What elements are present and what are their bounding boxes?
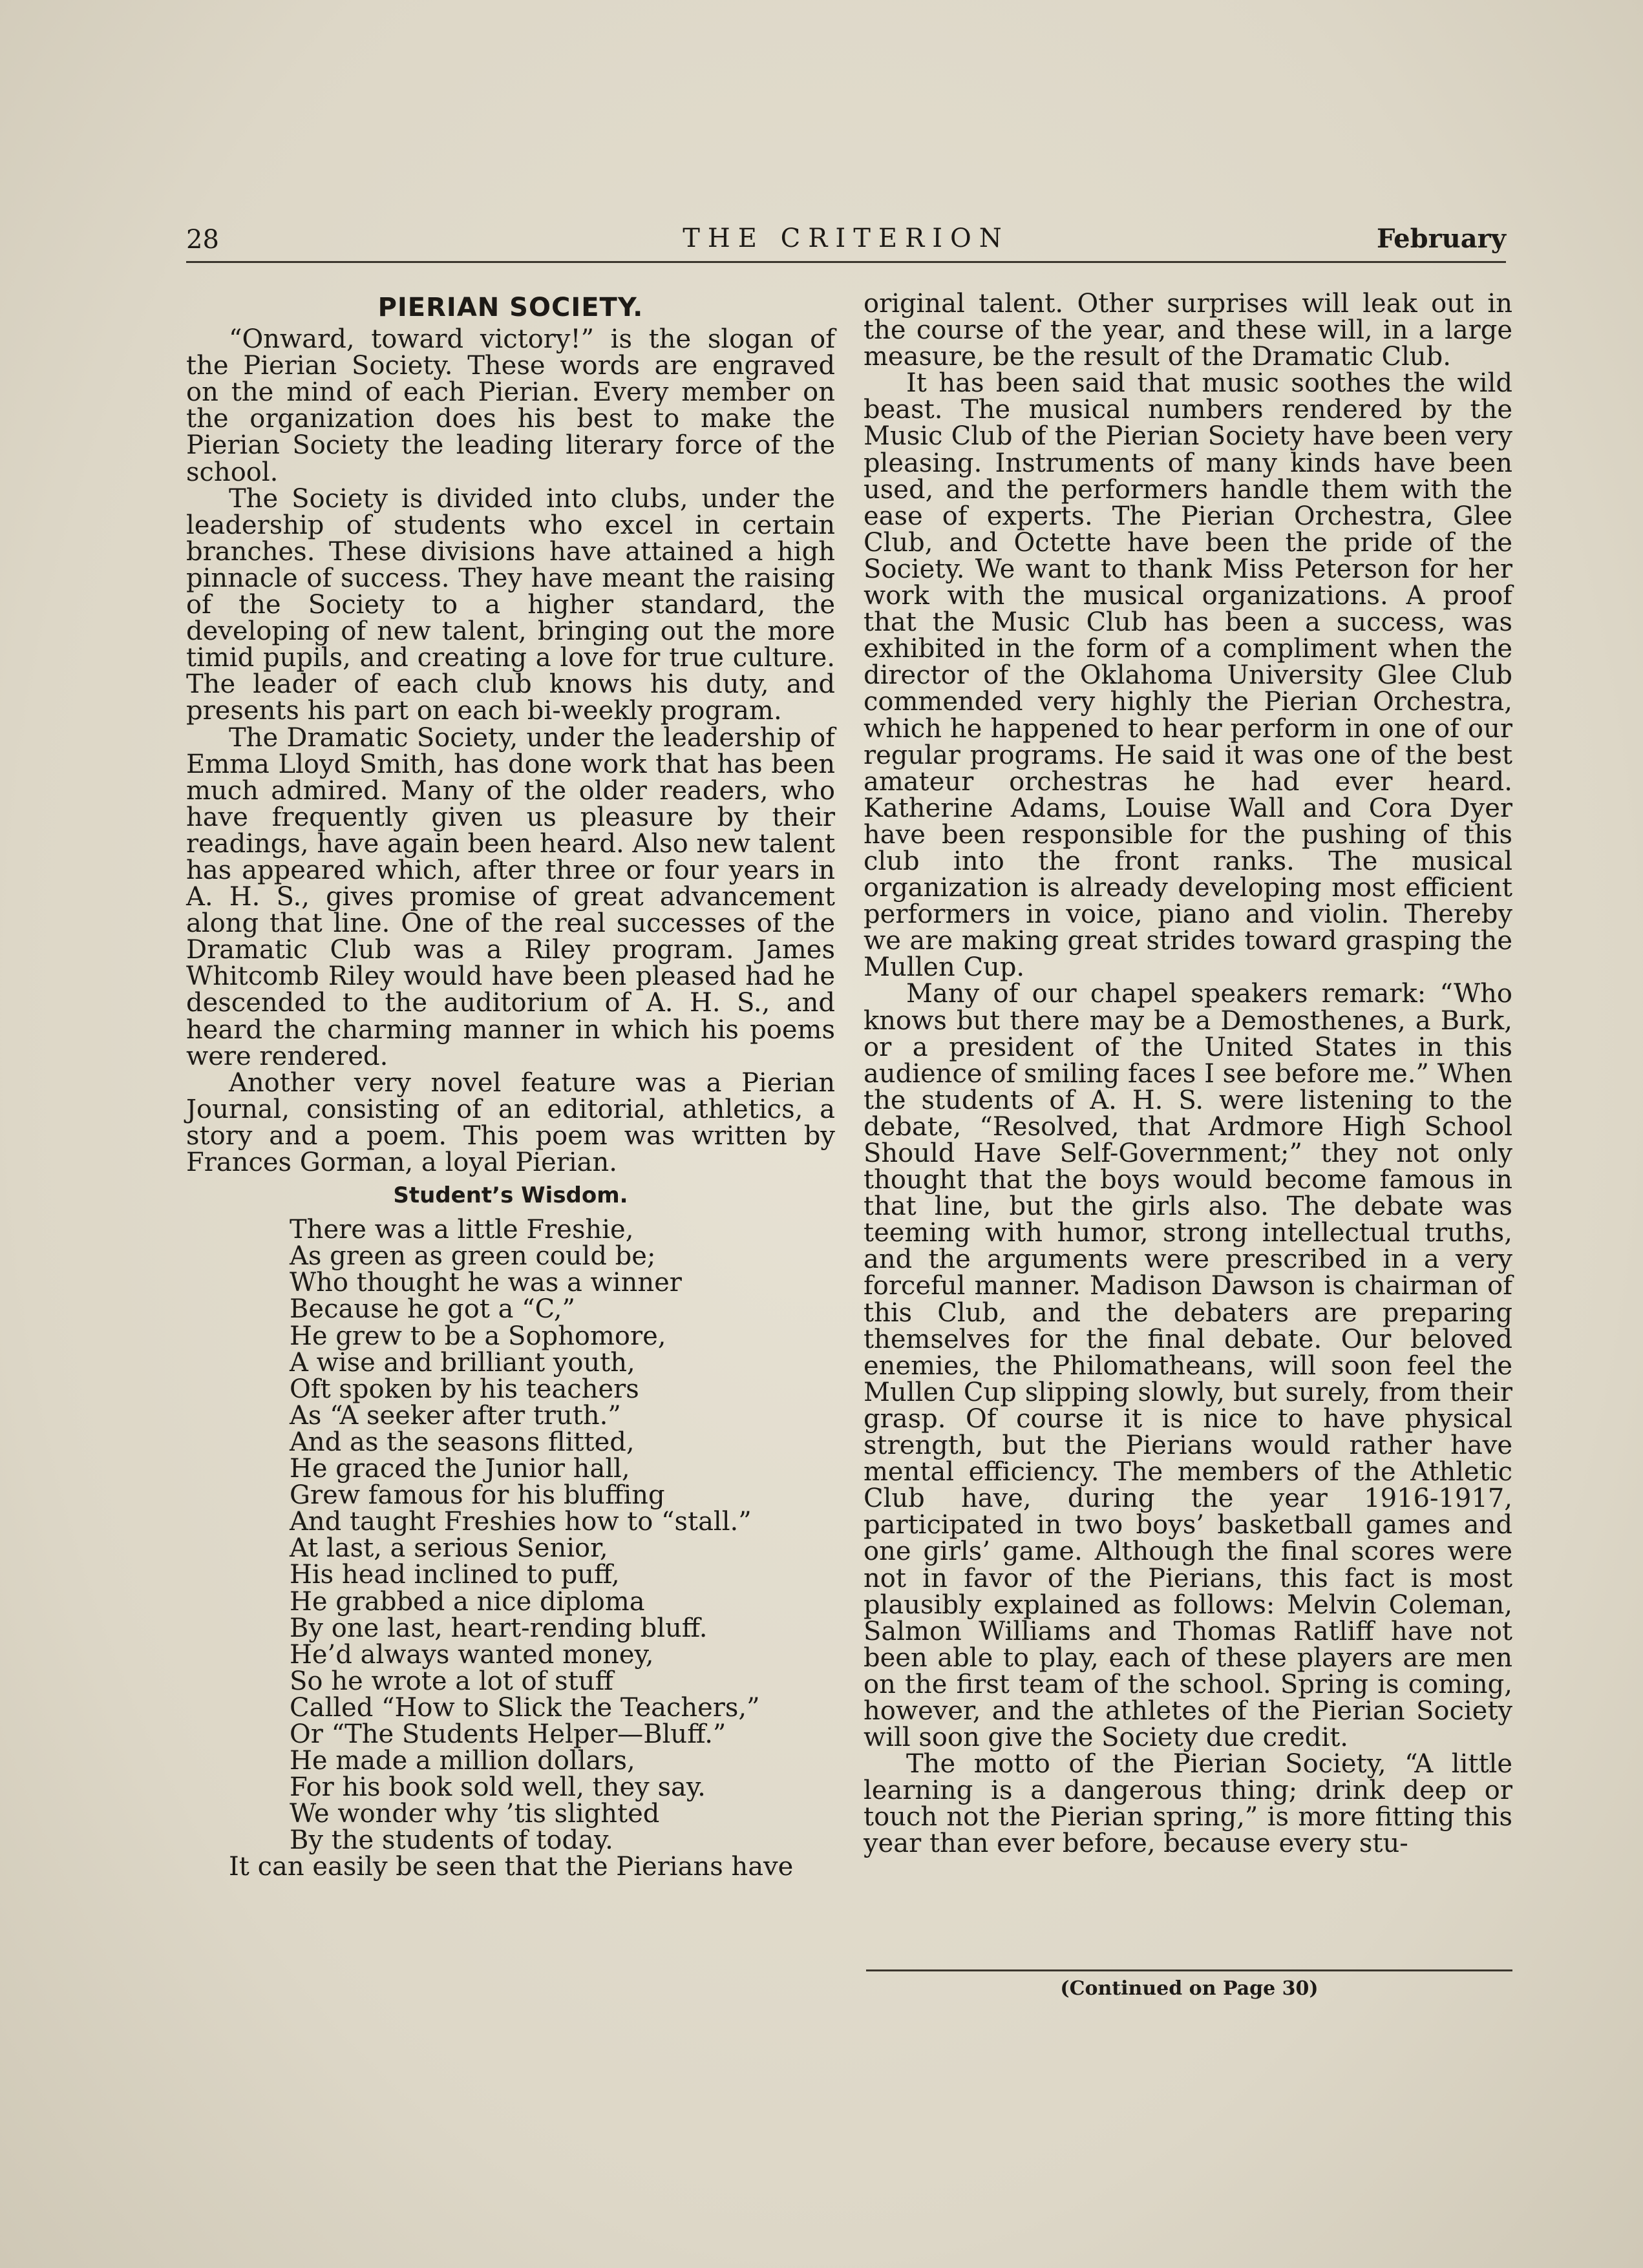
running-header — [186, 221, 1506, 263]
paragraph: original talent. Other surprises will leak out in the course of the year, and these will, in a large measure, be the result of the Dramatic Club. — [864, 289, 1512, 372]
left-column — [186, 291, 835, 1881]
poem-line: He’d always wanted money, — [290, 1639, 654, 1670]
poem-line: He grew to be a Sophomore, — [290, 1321, 666, 1351]
paragraph: Another very novel feature was a Pierian Journal, consisting of an editorial, athletics, a story and a poem. This poem was written by Frances Gorman, a loyal Pierian. — [186, 1067, 835, 1177]
poem-line: As “A seeker after truth.” — [290, 1400, 621, 1431]
poem-line: Because he got a “C,” — [290, 1294, 575, 1325]
poem-line: He graced the Junior hall, — [290, 1454, 630, 1484]
poem-line: At last, a serious Senior, — [290, 1533, 608, 1564]
poem-line: Oft spoken by his teachers — [290, 1374, 639, 1404]
paragraph: The Dramatic Society, under the leadership of Emma Lloyd Smith, has done work that has been much admired. Many of the older readers, who have frequently given us pleasure by their readings, have again been heard. Also new talent has appeared which, after three or four years in A. H. S., gives promise of great advancement along that line. One of the real successes of the Dramatic Club was a Riley program. James Whitcomb Riley would have been pleased had he descended to the auditorium of A. H. S., and heard the charming manner in which his poems were rendered. — [186, 722, 836, 1071]
closing-line: It can easily be seen that the Pierians have — [229, 1852, 794, 1882]
poem-line: We wonder why ’tis slighted — [290, 1799, 660, 1829]
publication-title: THE CRITERION — [683, 224, 1010, 253]
footer-rule — [866, 1969, 1512, 1971]
poem-line: By the students of today. — [290, 1825, 613, 1856]
poem-line: Grew famous for his bluffing — [290, 1480, 665, 1511]
poem-line: For his book sold well, they say. — [290, 1772, 706, 1803]
poem-line: Or “The Students Helper—Bluff.” — [290, 1719, 726, 1749]
paragraph: The motto of the Pierian Society, “A little learning is a dangerous thing; drink deep or touch not the Pierian spring,” is more fitting this year than ever before, because every stu- — [864, 1749, 1512, 1859]
poem-line: And taught Freshies how to “stall.” — [290, 1507, 752, 1537]
poem-line: He made a million dollars, — [290, 1746, 635, 1776]
poem-line: His head inclined to puff, — [290, 1560, 620, 1590]
poem-line: Called “How to Slick the Teachers,” — [290, 1692, 760, 1723]
paragraph: “Onward, toward victory!” is the slogan of the Pierian Society. These words are engraved on the mind of each Pierian. Every member on the organization does his best to make the Pierian Society the leading literary force of the school. — [186, 324, 835, 487]
poem-line: And as the seasons flitted, — [290, 1427, 635, 1457]
poem — [290, 1217, 835, 1854]
poem-line: As green as green could be; — [290, 1241, 656, 1272]
poem-line: There was a little Freshie, — [290, 1215, 634, 1245]
poem-line: So he wrote a lot of stuff — [290, 1666, 613, 1696]
paragraph: The Society is divided into clubs, under the leadership of students who excel in certain branches. These divisions have attained a high pinnacle of success. They have meant the raising of the Society to a higher standard, the developing of new talent, bringing out the more timid pupils, and creating a love for true culture. The leader of each club knows his duty, and presents his part on each bi-weekly program. — [186, 483, 835, 726]
poem-line: By one last, heart-rending bluff. — [290, 1613, 708, 1643]
paragraph: Many of our chapel speakers remark: “Who knows but there may be a Demosthenes, a Burk, or a president of the United States in this audience of smiling faces I see before me.” When the students of A. H. S. were listening to the debate, “Resolved, that Ardmore High School Should Have Self-Government;” they not only thought that the boys would become famous in that line, but the girls also. The debate was teeming with humor, strong intellectual truths, and the arguments were prescribed in a very forceful manner. Madison Dawson is chairman of this Club, and the debaters are preparing themselves for the final debate. Our beloved enemies, the Philomatheans, will soon feel the Mullen Cup slipping slowly, but surely, from their grasp. Of course it is nice to have physical strength, but the Pierians would rather have mental efficiency. The members of the Athletic Club have, during the year 1916-1917, participated in two boys’ basketball games and one girls’ game. Although the final scores were not in favor of the Pierians, this fact is most plausibly explained as follows: Melvin Coleman, Salmon Williams and Thomas Ratliff have not been able to play, each of these players are men on the first team of the school. Spring is coming, however, and the athletes of the Pierian Society will soon give the Society due credit. — [864, 979, 1512, 1753]
paragraph: It has been said that music soothes the wild beast. The musical numbers rendered by the Music Club of the Pierian Society have been very pleasing. Instruments of many kinds have been used, and the performers handle them with the ease of experts. The Pierian Orchestra, Glee Club, and Octette have been the pride of the Society. We want to thank Miss Peterson for her work with the musical organizations. A proof that the Music Club has been a success, was exhibited in the form of a compliment when the director of the Oklahoma University Glee Club commended very highly the Pierian Orchestra, which he happened to hear perform in one of our regular programs. He said it was one of the best amateur orchestras he had ever heard. Katherine Adams, Louise Wall and Cora Dyer have been responsible for the pushing of this club into the front ranks. The musical organization is already developing most efficient performers in voice, piano and violin. Thereby we are making great strides toward grasping the Mullen Cup. — [864, 368, 1512, 983]
issue-month: February — [1376, 224, 1506, 254]
poem-line: A wise and brilliant youth, — [290, 1347, 635, 1378]
article-heading: PIERIAN SOCIETY. — [377, 293, 644, 322]
poem-line: Who thought he was a winner — [290, 1268, 682, 1298]
page-number: 28 — [186, 225, 219, 255]
continued-note: (Continued on Page 30) — [1060, 1977, 1319, 2000]
poem-title: Student’s Wisdom. — [393, 1182, 628, 1209]
poem-line: He grabbed a nice diploma — [290, 1586, 645, 1617]
right-column — [864, 291, 1512, 1858]
